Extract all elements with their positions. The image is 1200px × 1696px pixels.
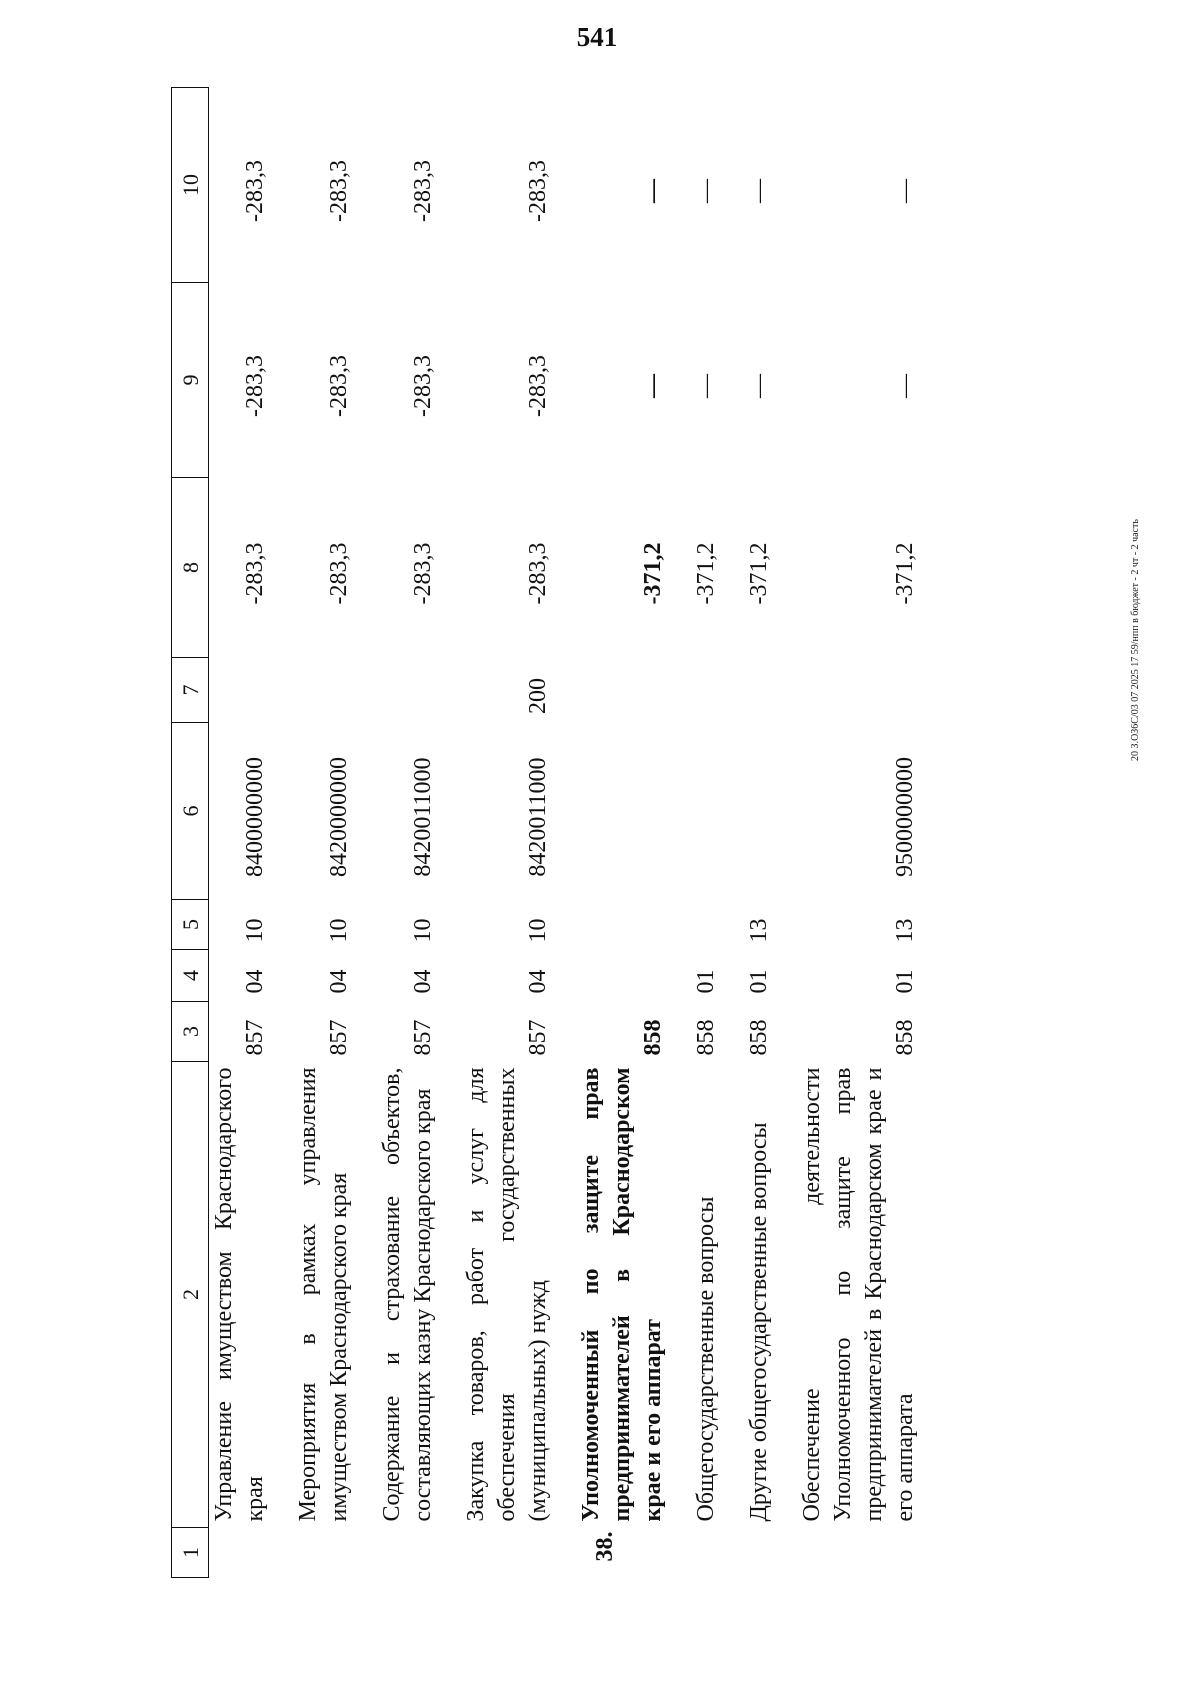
cell-c7: [744, 658, 797, 723]
cell-c8: -371,2: [892, 542, 918, 605]
cell-c9: -283,3: [525, 355, 551, 417]
row-name: Общегосударственные вопросы: [693, 1196, 719, 1522]
cell-c4: 01: [693, 969, 719, 994]
cell-c3: 857: [326, 1019, 352, 1056]
row-index: [461, 1528, 576, 1578]
cell-c4: 01: [746, 969, 772, 994]
cell-c4: 01: [892, 969, 918, 994]
cell-c9: -283,3: [326, 355, 352, 417]
cell-c9: —: [640, 374, 666, 398]
cell-c4: [576, 950, 691, 1002]
cell-c3: 857: [525, 1019, 551, 1056]
cell-c8: -371,2: [693, 542, 719, 605]
cell-c7: [209, 658, 294, 723]
table-row: [744, 88, 797, 1578]
cell-c10: —: [892, 179, 918, 203]
row-index: [377, 1528, 461, 1578]
cell-c4: 04: [410, 969, 436, 994]
cell-c7: [377, 658, 461, 723]
cell-c3: 857: [410, 1019, 436, 1056]
row-name: Обеспечение деятельности Уполномоченного по защите прав предпринимателей в Краснодарском крае и его аппарата: [799, 1067, 918, 1522]
cell-c8: -371,2: [746, 542, 772, 605]
row-name: Мероприятия в рамках управления имуществом Краснодарского края: [295, 1067, 352, 1522]
column-header: 6: [172, 723, 209, 900]
cell-c5: 10: [525, 918, 551, 943]
cell-c10: —: [693, 179, 719, 203]
cell-c8: -283,3: [242, 542, 268, 605]
row-name: Управление имуществом Краснодарского края: [211, 1067, 268, 1522]
table-row: [797, 88, 943, 1578]
cell-c5: 13: [892, 918, 918, 943]
row-index: [797, 1528, 943, 1578]
cell-c3: 858: [640, 1019, 666, 1056]
cell-c9: —: [693, 374, 719, 398]
cell-c10: —: [746, 179, 772, 203]
column-header: 1: [172, 1528, 209, 1578]
cell-c9: -283,3: [242, 355, 268, 417]
cell-c8: -371,2: [640, 542, 666, 605]
cell-c5: [691, 900, 744, 950]
cell-c6: 8420011000: [525, 757, 551, 877]
column-header: 8: [172, 478, 209, 658]
cell-c9: -283,3: [410, 355, 436, 417]
cell-c8: -283,3: [326, 542, 352, 605]
column-header: 2: [172, 1062, 209, 1528]
cell-c6: 8420000000: [326, 757, 352, 877]
row-index: [209, 1528, 294, 1578]
table-row: [293, 88, 377, 1578]
row-index: [744, 1528, 797, 1578]
cell-c9: —: [746, 374, 772, 398]
cell-c6: 8400000000: [242, 757, 268, 877]
cell-c6: [576, 723, 691, 900]
cell-c3: 858: [746, 1019, 772, 1056]
column-numbers-row: [172, 88, 209, 1578]
column-header: 3: [172, 1002, 209, 1062]
row-name: Закупка товаров, работ и услуг для обеспечения государственных (муниципальных) нужд: [463, 1067, 551, 1522]
cell-c5: 10: [242, 918, 268, 943]
cell-c7: [691, 658, 744, 723]
table-row: [209, 88, 294, 1578]
cell-c4: 04: [326, 969, 352, 994]
row-index: 38.: [592, 1531, 618, 1562]
cell-c6: 9500000000: [892, 757, 918, 877]
cell-c10: -283,3: [410, 160, 436, 222]
cell-c9: —: [892, 374, 918, 398]
row-name: Другие общегосударственные вопросы: [746, 1122, 772, 1522]
section-row: [576, 88, 691, 1578]
cell-c8: -283,3: [525, 542, 551, 605]
table-row: [377, 88, 461, 1578]
cell-c6: [744, 723, 797, 900]
cell-c3: 858: [693, 1019, 719, 1056]
budget-table: [171, 87, 943, 1578]
column-header: 7: [172, 658, 209, 723]
cell-c7: [293, 658, 377, 723]
table-row: [461, 88, 576, 1578]
cell-c5: [576, 900, 691, 950]
column-header: 4: [172, 950, 209, 1002]
column-header: 9: [172, 283, 209, 478]
cell-c10: -283,3: [525, 160, 551, 222]
footer-note: 20 З.ОЗ6С/03 07 2025 17 59/нпп в бюджет - 2 чт - 2 часть: [1130, 519, 1141, 761]
row-index: [293, 1528, 377, 1578]
cell-c4: 04: [525, 969, 551, 994]
table-row: [691, 88, 744, 1578]
cell-c5: 10: [326, 918, 352, 943]
cell-c6: 8420011000: [410, 757, 436, 877]
row-name: Содержание и страхование объектов, составляющих казну Краснодарского края: [379, 1067, 436, 1522]
cell-c5: 10: [410, 918, 436, 943]
row-index: [691, 1528, 744, 1578]
cell-c4: 04: [242, 969, 268, 994]
column-header: 5: [172, 900, 209, 950]
cell-c10: -283,3: [242, 160, 268, 222]
rotated-table-wrapper: [171, 88, 1071, 1578]
column-header: 10: [172, 88, 209, 283]
cell-c6: [691, 723, 744, 900]
cell-c7: 200: [525, 678, 551, 714]
cell-c7: [797, 658, 943, 723]
cell-c3: 858: [892, 1019, 918, 1056]
cell-c5: 13: [746, 918, 772, 943]
page-number: 541: [576, 22, 618, 52]
cell-c10: -283,3: [326, 160, 352, 222]
cell-c10: —: [640, 179, 666, 203]
cell-c7: [576, 658, 691, 723]
row-name: Уполномоченный по защите прав предпринимателей в Краснодарском крае и его аппарат: [578, 1067, 666, 1522]
cell-c8: -283,3: [410, 542, 436, 605]
cell-c3: 857: [242, 1019, 268, 1056]
